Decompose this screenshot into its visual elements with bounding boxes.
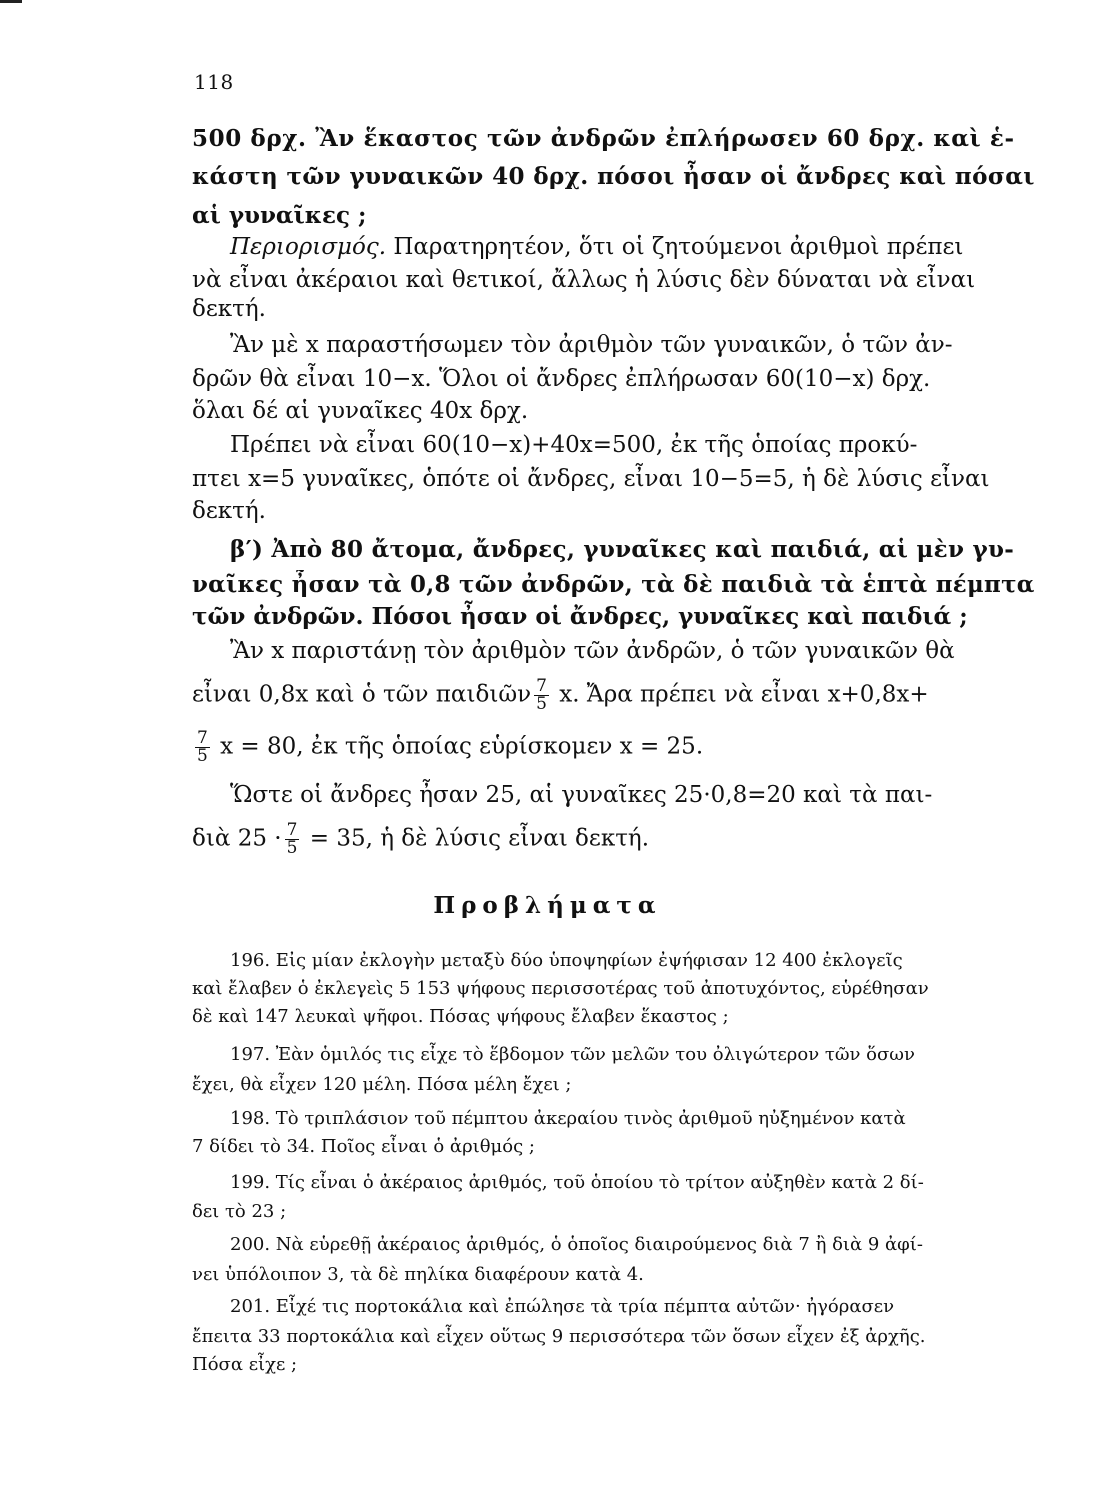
text-line: ὅλαι δέ αἱ γυναῖκες 40x δρχ.	[192, 398, 529, 424]
page-number: 118	[194, 70, 234, 94]
text-line: αἱ γυναῖκες ;	[192, 202, 367, 229]
text-line: Πρέπει νὰ εἶναι 60(10−x)+40x=500, ἐκ τῆς ὁποίας προκύ-	[230, 432, 918, 458]
problem-line: 200. Νὰ εὑρεθῇ ἀκέραιος ἀριθμός, ὁ ὁποῖος διαιρούμενος διὰ 7 ἢ διὰ 9 ἀφί-	[230, 1234, 923, 1255]
text-line: εἶναι 0,8x καὶ ὁ τῶν παιδιῶν $\frac{7}{5}$ x. Ἄρα πρέπει νὰ εἶναι x+0,8x+	[192, 676, 929, 714]
problem-line: Πόσα εἶχε ;	[192, 1354, 298, 1375]
problem-line: 196. Εἰς μίαν ἐκλογὴν μεταξὺ δύο ὑποψηφίων ἐψήφισαν 12 400 ἐκλογεῖς	[230, 950, 903, 971]
text-line: 500 δρχ. Ἂν ἕκαστος τῶν ἀνδρῶν ἐπλήρωσεν 60 δρχ. καὶ ἑ-	[192, 125, 1015, 152]
problem-line: 7 δίδει τὸ 34. Ποῖος εἶναι ὁ ἀριθμός ;	[192, 1136, 535, 1157]
fraction: $\frac{7}{5}$	[536, 676, 547, 714]
fraction: $\frac{7}{5}$	[197, 728, 208, 766]
text-line: διὰ 25 · $\frac{7}{5}$ = 35, ἡ δὲ λύσις εἶναι δεκτή.	[192, 820, 650, 858]
problem-line: δει τὸ 23 ;	[192, 1201, 287, 1222]
text-line: πτει x=5 γυναῖκες, ὁπότε οἱ ἄνδρες, εἶναι 10−5=5, ἡ δὲ λύσις εἶναι	[192, 466, 990, 492]
text-line: νὰ εἶναι ἀκέραιοι καὶ θετικοί, ἄλλως ἡ λύσις δὲν δύναται νὰ εἶναι	[192, 267, 976, 293]
page-edge-mark	[0, 0, 22, 3]
fraction: $\frac{7}{5}$	[286, 820, 298, 858]
text-line: $\frac{7}{5}$ x = 80, ἐκ τῆς ὁποίας εὑρίσκομεν x = 25.	[197, 728, 704, 766]
problem-line: 198. Τὸ τριπλάσιον τοῦ πέμπτου ἀκεραίου τινὸς ἀριθμοῦ ηὐξημένον κατὰ	[230, 1108, 906, 1129]
text-line: Περιορισμός. Παρατηρητέον, ὅτι οἱ ζητούμενοι ἀριθμοὶ πρέπει	[230, 234, 964, 260]
problem-line: δὲ καὶ 147 λευκαὶ ψῆφοι. Πόσας ψήφους ἔλαβεν ἕκαστος ;	[192, 1006, 729, 1027]
text-line: τῶν ἀνδρῶν. Πόσοι ἦσαν οἱ ἄνδρες, γυναῖκες καὶ παιδιά ;	[192, 603, 968, 630]
problem-line: ἔχει, θὰ εἶχεν 120 μέλη. Πόσα μέλη ἔχει ;	[192, 1074, 572, 1095]
text-line: Ὥστε οἱ ἄνδρες ἦσαν 25, αἱ γυναῖκες 25·0,8=20 καὶ τὰ παι-	[230, 782, 933, 808]
text-line: δρῶν θὰ εἶναι 10−x. Ὅλοι οἱ ἄνδρες ἐπλήρωσαν 60(10−x) δρχ.	[192, 366, 931, 392]
text-line: δεκτή.	[192, 296, 266, 322]
problem-line: 201. Εἶχέ τις πορτοκάλια καὶ ἐπώλησε τὰ τρία πέμπτα αὐτῶν· ἠγόρασεν	[230, 1296, 895, 1317]
problem-line: 197. Ἐὰν ὁμιλός τις εἶχε τὸ ἕβδομον τῶν μελῶν του ὀλιγώτερον τῶν ὅσων	[230, 1044, 915, 1065]
text-line: κάστη τῶν γυναικῶν 40 δρχ. πόσοι ἦσαν οἱ ἄνδρες καὶ πόσαι	[192, 163, 1035, 190]
text-line: Ἂν x παριστάνῃ τὸν ἀριθμὸν τῶν ἀνδρῶν, ὁ τῶν γυναικῶν θὰ	[230, 638, 955, 664]
text-line: β′) Ἀπὸ 80 ἄτομα, ἄνδρες, γυναῖκες καὶ παιδιά, αἱ μὲν γυ-	[230, 536, 1015, 563]
text-line: δεκτή.	[192, 498, 266, 524]
text-line: ναῖκες ἦσαν τὰ 0,8 τῶν ἀνδρῶν, τὰ δὲ παιδιὰ τὰ ἑπτὰ πέμπτα	[192, 571, 1035, 598]
problem-line: καὶ ἔλαβεν ὁ ἐκλεγεὶς 5 153 ψήφους περισσοτέρας τοῦ ἀποτυχόντος, εὑρέθησαν	[192, 978, 929, 999]
problems-heading: Προβλήματα	[433, 892, 662, 919]
text-line: Ἂν μὲ x παραστήσωμεν τὸν ἀριθμὸν τῶν γυναικῶν, ὁ τῶν ἀν-	[230, 332, 953, 358]
problem-line: νει ὑπόλοιπον 3, τὰ δὲ πηλίκα διαφέρουν κατὰ 4.	[192, 1264, 644, 1285]
section-label: Περιορισμός.	[230, 234, 387, 260]
problem-line: 199. Τίς εἶναι ὁ ἀκέραιος ἀριθμός, τοῦ ὁποίου τὸ τρίτον αὐξηθὲν κατὰ 2 δί-	[230, 1172, 924, 1193]
problem-line: ἔπειτα 33 πορτοκάλια καὶ εἶχεν οὕτως 9 περισσότερα τῶν ὅσων εἶχεν ἐξ ἀρχῆς.	[192, 1326, 926, 1347]
